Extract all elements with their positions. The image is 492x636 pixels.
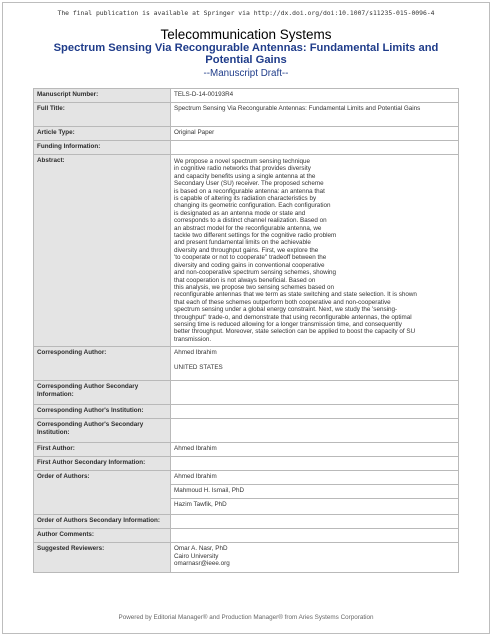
row-corresponding-secondary-institution [34,419,459,443]
abstract-line: reconfigurable antennas that we term as state switching and state selection. It is shown [174,291,417,299]
footer-credit: Powered by Editorial Manager® and Production Manager® from Aries Systems Corporation [118,614,374,621]
abstract-line: diversity and coding gains in conventional cooperative [174,261,325,269]
reviewer-affiliation: Cairo University [174,552,219,560]
abstract-line: spectrum sensing under a global energy constraint. Next, we study the 'sensing- [174,306,398,314]
value-corresponding-secondary [171,381,459,405]
value-author-comments [171,529,459,543]
manuscript-metadata-table [33,88,459,573]
abstract-line: changing its geometric configuration. Each configuration [174,202,331,210]
value-first-author: Ahmed Ibrahim [171,443,459,457]
corresponding-author-country: UNITED STATES [174,363,223,371]
publication-note: The final publication is available at Springer via http://dx.doi.org/doi:10.1007/s11235-015-0096-4 [57,9,435,17]
abstract-line: in cognitive radio networks that provides diversity [174,165,311,173]
value-manuscript-number: TELS-D-14-00193R4 [171,89,459,103]
label-abstract: Abstract: [34,155,171,347]
reviewer-email: omarnasr@ieee.org [174,559,230,567]
value-corresponding-institution [171,405,459,419]
author-entry: Hazim Tawfik, PhD [174,501,227,509]
journal-title: Telecommunication Systems [160,27,332,42]
label-first-author-secondary: First Author Secondary Information: [34,457,171,471]
abstract-line: Secondary User (SU) receiver. The proposed scheme [174,180,324,188]
value-abstract [171,155,459,347]
row-first-author-secondary [34,457,459,471]
value-corresponding-author [171,347,459,381]
abstract-line: and present fundamental limits on the achievable [174,239,311,247]
row-author-comments [34,529,459,543]
abstract-line: sensing time is reduced allowing for a longer transmission time, and consequently [174,320,402,328]
label-corresponding-secondary-institution: Corresponding Author's Secondary Institution: [34,419,171,443]
label-suggested-reviewers: Suggested Reviewers: [34,543,171,573]
label-author-comments: Author Comments: [34,529,171,543]
value-corresponding-secondary-institution [171,419,459,443]
draft-label: --Manuscript Draft-- [203,68,289,79]
abstract-line: and non-cooperative spectrum sensing schemes, showing [174,269,337,277]
row-corresponding-secondary [34,381,459,405]
row-suggested-reviewers [34,543,459,573]
row-full-title [34,103,459,127]
label-order-of-authors: Order of Authors: [34,471,171,515]
label-full-title: Full Title: [34,103,171,127]
abstract-line: an abstract model for the reconfigurable antenna, we [174,224,322,232]
label-manuscript-number: Manuscript Number: [34,89,171,103]
label-funding: Funding Information: [34,141,171,155]
row-abstract [34,155,459,347]
abstract-line: is based on a reconfigurable antenna: an antenna that [174,187,325,195]
row-corresponding-institution [34,405,459,419]
row-first-author [34,443,459,457]
row-funding [34,141,459,155]
value-order-secondary [171,515,459,529]
row-order-secondary [34,515,459,529]
corresponding-author-blank [174,357,455,364]
abstract-line: transmission. [174,335,212,343]
label-first-author: First Author: [34,443,171,457]
author-entry: Mahmoud H. Ismail, PhD [171,485,458,499]
abstract-line: 'to cooperate or not to cooperate'' tradeoff between the [174,254,327,262]
value-article-type: Original Paper [171,127,459,141]
author-entry: Ahmed Ibrahim [171,471,458,485]
abstract-line: diversity and throughput gains. First, we explore the [174,246,319,254]
label-article-type: Article Type: [34,127,171,141]
value-first-author-secondary [171,457,459,471]
abstract-line: throughput'' trade-o, and demonstrate that using reconfigurable antennas, the optimal [174,313,412,321]
abstract-line: corresponds to a distinct channel realization. Based on [174,217,327,225]
abstract-line: We propose a novel spectrum sensing technique [174,158,311,165]
abstract-line: that cooperation is not always beneficial. Based on [174,276,316,284]
row-manuscript-number [34,89,459,103]
label-corresponding-author: Corresponding Author: [34,347,171,381]
abstract-line: is designated as an antenna mode or state and [174,209,306,217]
label-order-secondary: Order of Authors Secondary Information: [34,515,171,529]
value-suggested-reviewers [171,543,459,573]
label-corresponding-institution: Corresponding Author's Institution: [34,405,171,419]
abstract-line: this analysis, we propose two sensing schemes based on [174,283,334,291]
abstract-line: better throughput. Moreover, state selection can be applied to boost the capacity of SU [174,328,416,336]
abstract-line: tackle two different settings for the cognitive radio problem [174,232,337,240]
value-order-of-authors [171,471,459,515]
abstract-line: that each of these schemes outperform both cooperative and non-cooperative [174,298,391,306]
row-order-of-authors [34,471,459,515]
reviewer-name: Omar A. Nasr, PhD [174,545,228,553]
label-corresponding-secondary: Corresponding Author Secondary Information: [34,381,171,405]
abstract-line: is capable of altering its radiation characteristics by [174,195,317,203]
abstract-line: and capacity benefits using a single antenna at the [174,172,316,180]
corresponding-author-name: Ahmed Ibrahim [174,349,217,357]
paper-title: Spectrum Sensing Via Recongurable Antennas: Fundamental Limits and Potential Gains [53,42,439,66]
row-corresponding-author [34,347,459,381]
value-funding [171,141,459,155]
row-article-type [34,127,459,141]
value-full-title: Spectrum Sensing Via Recongurable Antennas: Fundamental Limits and Potential Gains [171,103,459,127]
